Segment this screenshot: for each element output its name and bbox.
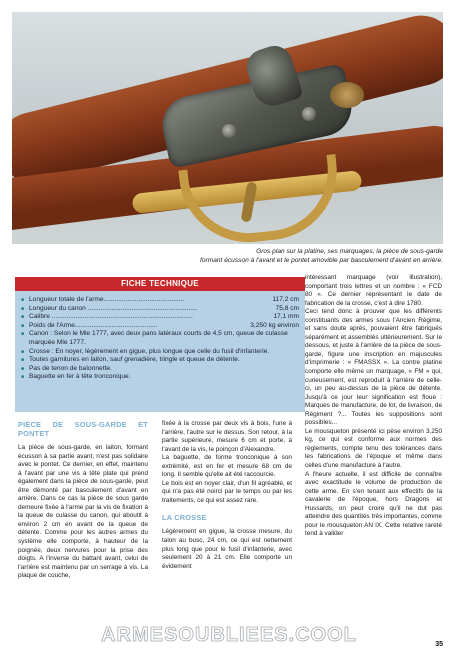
paragraph: Le mousqueton présenté ici pèse environ 3,250 kg, ce qui est conforme aux normes des règlements, compte tenu des tolérances dans les fabrications de l'époque et même dans celles d'une manufacture à l'autre. [305,427,442,470]
lock-screw [302,107,316,121]
trigger-guard [178,154,343,244]
fiche-item: ■ Crosse : En noyer, légèrement en gigue, plus longue que celle du fusil d'infanterie. [21,348,299,357]
paragraph: Légèrement en gigue, la crosse mesure, du talon au busc, 24 cm, ce qui est nettement plus long que pour le fusil d'infanterie, avec seulement 20 à 21 cm. Elle comporte un évidement [162,528,292,570]
section-heading: PIÈCE DE SOUS-GARDE ET PONTET [18,420,148,438]
paragraph: La baguette, de forme tronconique à son extrémité, est en fer et mesure 68 cm de long. Il semble qu'elle ait été raccourcie. [162,454,292,479]
fiche-item: ■ 75,8 cm Longueur du canon ............................................................ [21,305,299,314]
column-middle [162,420,292,571]
fiche-technique-box [15,277,305,412]
caption-line: formant écusson à l'avant et le pontet amovible par basculement d'avant en arrière. [200,256,443,264]
site-watermark: ARMESOUBLIEES.COOL [101,624,357,646]
fiche-list [15,291,305,382]
fiche-item: ■ 17,1 mm Calibre ............................................................................. [21,313,299,322]
frizzen-pan [330,82,364,108]
page-number: 35 [435,641,443,648]
paragraph: fixée à la crosse par deux vis à bois, l'une à l'arrière, l'autre sur le dessus. Son retour, à la partie supérieure, mesure 6 cm et porte, à l'avant de la vis, le poinçon d'Alexandre. [162,420,292,453]
column-left [18,420,148,581]
lock-screw [222,124,236,138]
paragraph: Le bois est en noyer clair, d'un fil agréable, et qui n'a pas été noirci par le temps ou par les traitements, ce qui est assez rare. [162,479,292,504]
fiche-item: ■ Pas de tenon de baïonnette. [21,365,299,374]
fiche-item: ■ 3,250 kg environ Poids de l'Arme............................................. [21,322,299,331]
column-right [305,274,442,539]
paragraph: La pièce de sous-garde, en laiton, formant écusson à sa partie avant, n'est pas solidaire avec le pontet. Ce dernier, en effet, maintenu à l'avant par une vis à tête plate qui prend également dans la pièce de sous-garde, peut être démonté par basculement d'avant en arrière. Dans ce cas la pièce de sous garde demeure fixée à l'arme par la vis de fixation à la queue de culasse du canon, qui aboutit à environ 2 cm en avant de la queue de détente. Comme pour les autres armes du système elle comporte, à hauteur de la poignée, deux nervures pour la prise des doigts. A l'inverse du battant avant, celui de l'arrière est maintenu par un serrage à vis. La plaque de couche, [18,444,148,580]
paragraph: A l'heure actuelle, il est difficile de connaître avec exactitude le volume de production de cette arme. En s'en tenant aux effectifs de la cavalerie de l'époque, hors Dragons et Hussards, on peut croire qu'il ne dut pas atteindre des quantités très importantes, comme pour le mousqueton AN IX. Cette relative rareté tend à valider [305,470,442,538]
photo-caption [0,248,443,265]
fiche-item: ■ Canon : Selon le Mle 1777, avec deux pans latéraux courts de 4,5 cm, queue de culasse marquée Mle 1777. [21,330,299,347]
paragraph: Ceci tend donc à prouver que les différents constituants des armes sous l'Ancien Régime, et sans doute après, pouvaient être fabriqués séparément et assemblés ultérieurement. Sur le dessous, et juste à l'arrière de la pièce de sous-garde, figure une inscription en majuscules d'imprimerie : « FMASSX ». La contre platine comporte elle même un marquage, « FM » qui, curieusement, est reproduit à l'arrière de celle-ci, un peu au-dessus de la pièce de détente. Jusqu'à ce jour leur signification est floue : Marques de manufacture, de lot, de livraison, de Régiment ?... Toutes les suppositions sont possibles... [305,308,442,427]
caption-line: Gros plan sur la platine, ses marquages, la pièce de sous-garde [256,248,443,255]
fiche-item: ■ 117,2 cm Longueur totale de l'arme............................................ [21,296,299,305]
musket-photo [12,12,443,244]
paragraph: intéressant marquage (voir illustration), comportant trois lettres et un nombre : « FCD 80 ». Ce dernier représentant le date de fabrication de la crosse, c'est à dire 1780. [305,274,442,307]
section-heading: LA CROSSE [162,513,207,523]
fiche-item: ■ Toutes garnitures en laiton, sauf grenadière, tringle et queue de détente. [21,356,299,365]
fiche-title: FICHE TECHNIQUE [15,277,305,291]
fiche-item: ■ Baguette en fer à tête tronconique. [21,373,299,382]
